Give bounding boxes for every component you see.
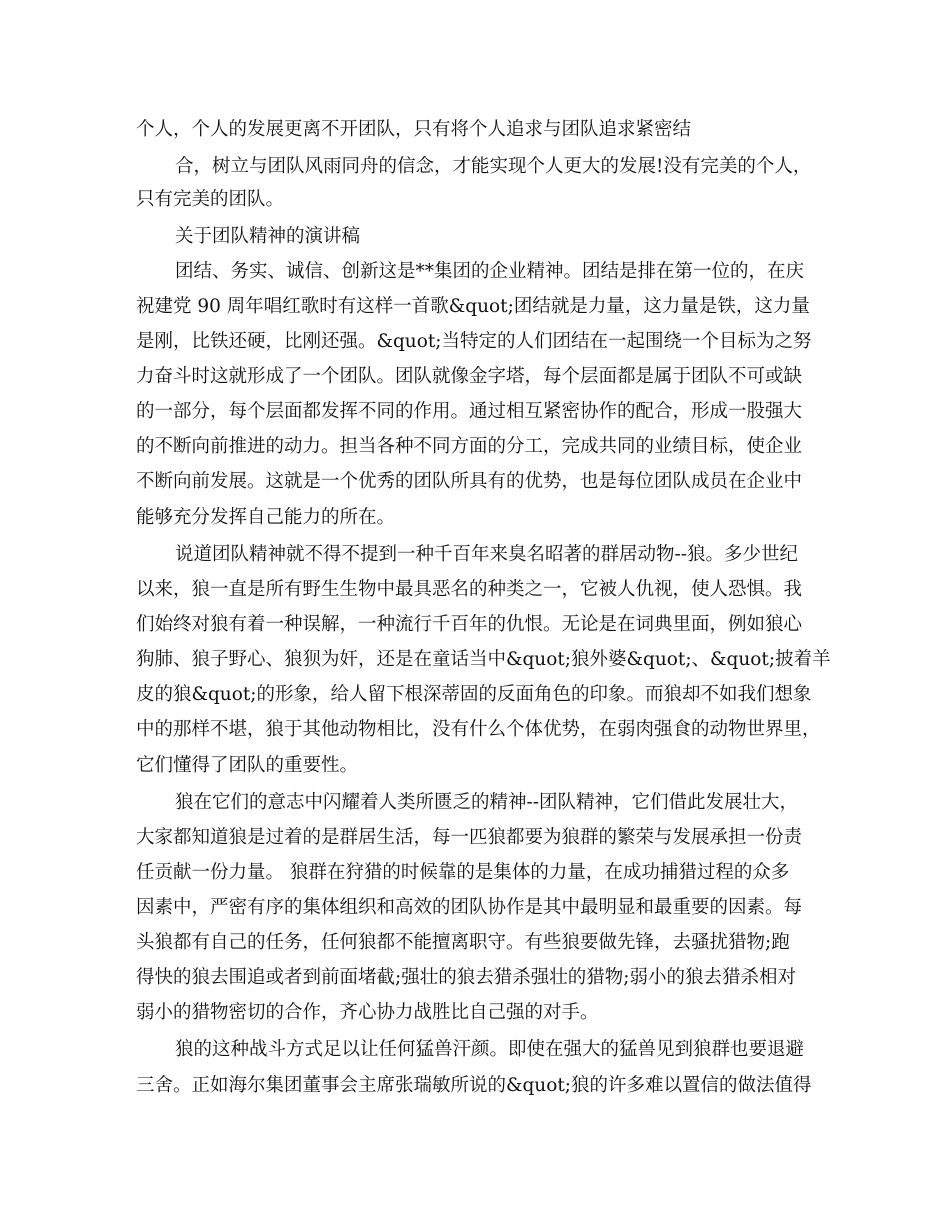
text-line: 的一部分，每个层面都发挥不同的作用。通过相互紧密协作的配合，形成一股强大: [136, 401, 803, 422]
text-line: 是刚，比铁还硬，比刚还强。&quot;当特定的人们团结在一起围绕一个目标为之努: [136, 331, 812, 352]
text-line: 狗肺、狼子野心、狼狈为奸，还是在童话当中&quot;狼外婆&quot;、&quot;披着羊: [136, 649, 831, 670]
text-line: 合，树立与团队风雨同舟的信念，才能实现个人更大的发展!没有完美的个人，: [175, 156, 812, 177]
text-line: 它们懂得了团队的重要性。: [136, 755, 359, 776]
text-line: 狼的这种战斗方式足以让任何猛兽汗颜。即使在强大的猛兽见到狼群也要退避: [175, 1039, 805, 1060]
text-line: 因素中，严密有序的集体组织和高效的团队协作是其中最明显和最重要的因素。每: [136, 897, 803, 918]
text-line: 三舍。正如海尔集团董事会主席张瑞敏所说的&quot;狼的许多难以置信的做法值得: [136, 1075, 812, 1096]
text-line: 得快的狼去围追或者到前面堵截;强壮的狼去猎杀强壮的猎物;弱小的狼去猎杀相对: [136, 967, 796, 988]
text-line: 大家都知道狼是过着的是群居生活，每一匹狼都要为狼群的繁荣与发展承担一份责: [136, 827, 803, 848]
text-line: 任贡献一份力量。 狼群在狩猎的时候靠的是集体的力量，在成功捕猎过程的众多: [136, 862, 790, 883]
text-line: 弱小的猎物密切的合作，齐心协力战胜比自己强的对手。: [136, 1002, 599, 1023]
text-line: 狼在它们的意志中闪耀着人类所匮乏的精神--团队精神，它们借此发展壮大，: [175, 792, 799, 813]
text-line: 们始终对狼有着一种误解，一种流行千百年的仇恨。无论是在词典里面，例如狼心: [136, 614, 803, 635]
text-line: 不断向前发展。这就是一个优秀的团队所具有的优势，也是每位团队成员在企业中: [136, 471, 803, 492]
text-line: 的不断向前推进的动力。担当各种不同方面的分工，完成共同的业绩目标，使企业: [136, 436, 803, 457]
section-heading: 关于团队精神的演讲稿: [175, 226, 361, 247]
text-line: 中的那样不堪，狼于其他动物相比，没有什么个体优势，在弱肉强食的动物世界里，: [136, 719, 821, 740]
text-line: 说道团队精神就不得不提到一种千百年来臭名昭著的群居动物--狼。多少世纪: [175, 544, 799, 565]
text-line: 以来，狼一直是所有野生生物中最具恶名的种类之一，它被人仇视，使人恐惧。我: [136, 579, 803, 600]
text-line: 皮的狼&quot;的形象，给人留下根深蒂固的反面角色的印象。而狼却不如我们想象: [136, 684, 812, 705]
text-line: 个人，个人的发展更离不开团队，只有将个人追求与团队追求紧密结: [136, 119, 692, 140]
text-line: 能够充分发挥自己能力的所在。: [136, 507, 396, 528]
text-line: 力奋斗时这就形成了一个团队。团队就像金字塔，每个层面都是属于团队不可或缺: [136, 366, 803, 387]
text-line: 团结、务实、诚信、创新这是**集团的企业精神。团结是排在第一位的，在庆: [175, 261, 805, 282]
text-line: 祝建党 90 周年唱红歌时有这样一首歌&quot;团结就是力量，这力量是铁，这力量: [136, 296, 810, 317]
text-line: 只有完美的团队。: [136, 189, 285, 210]
text-line: 头狼都有自己的任务，任何狼都不能擅离职守。有些狼要做先锋，去骚扰猎物;跑: [136, 932, 790, 953]
